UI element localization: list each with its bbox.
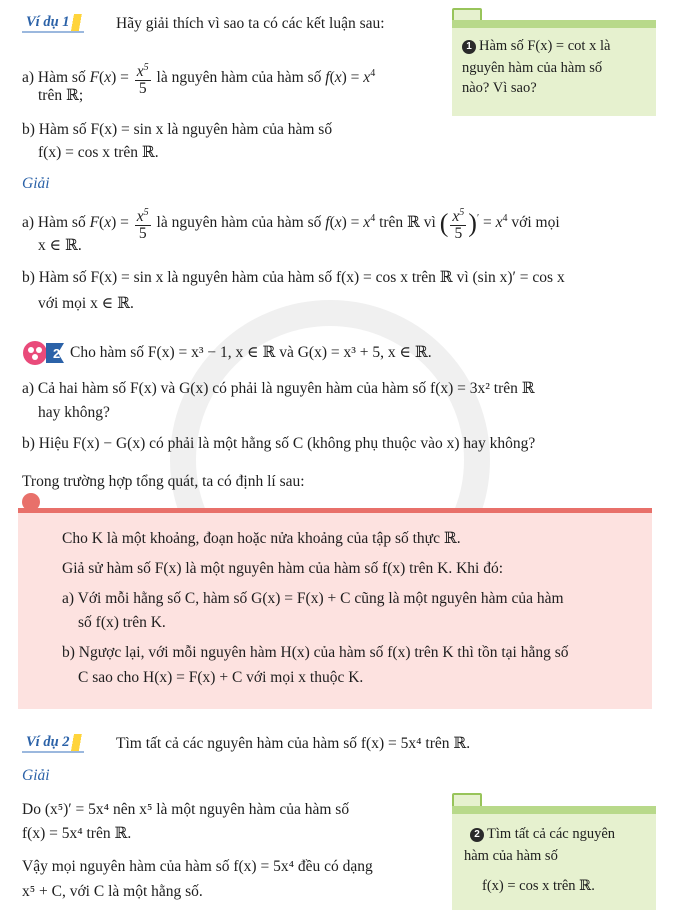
- side-question-1: [452, 20, 656, 116]
- example-1-part-b-line1: b) Hàm số F(x) = sin x là nguyên hàm của hàm số: [22, 121, 333, 138]
- formula-F: F: [89, 69, 100, 87]
- solution-b-line2: với mọi x ∈ ℝ.: [38, 295, 134, 312]
- fraction-derivative: $\frac{x^5}{5}$: [452, 207, 465, 243]
- sol-a-post: trên ℝ vì: [379, 214, 436, 232]
- activity-icon: [22, 340, 66, 366]
- text-a-mid: là nguyên hàm của hàm số: [156, 69, 322, 87]
- sol-a-end: với mọi: [511, 214, 560, 232]
- example-1-label: Ví dụ 1: [22, 14, 84, 33]
- text-a-pre: a) Hàm số: [22, 69, 86, 87]
- sol-a-mid: là nguyên hàm của hàm số: [156, 214, 322, 232]
- side-1-number: 1: [462, 40, 476, 54]
- activity-2-intro: Cho hàm số F(x) = x³ − 1, x ∈ ℝ và G(x) = x³ + 5, x ∈ ℝ.: [70, 344, 432, 361]
- theorem-a-line1: a) Với mỗi hằng số C, hàm số G(x) = F(x) + C cũng là một nguyên hàm của hàm: [62, 590, 564, 607]
- example-2-intro: Tìm tất cả các nguyên hàm của hàm số f(x) = 5x⁴ trên ℝ.: [116, 735, 471, 752]
- theorem-box: [18, 508, 652, 709]
- side-question-2: [452, 806, 656, 910]
- example-2-label: Ví dụ 2: [22, 734, 84, 753]
- theorem-b-line2: C sao cho H(x) = F(x) + C với mọi x thuộc K.: [78, 669, 364, 686]
- fraction-x5-over-5: $\frac{x^5}{5}$: [136, 62, 149, 98]
- side-2-number: 2: [470, 828, 484, 842]
- activity-2-a-line1: a) Cả hai hàm số F(x) và G(x) có phải là nguyên hàm của hàm số f(x) = 3x² trên ℝ: [22, 380, 535, 397]
- solution-b-line1: b) Hàm số F(x) = sin x là nguyên hàm của hàm số f(x) = cos x trên ℝ vì (sin x)′ = cos x: [22, 269, 565, 286]
- example-2-badge: [22, 734, 84, 753]
- theorem-b-line1: b) Ngược lại, với mỗi nguyên hàm H(x) của hàm số f(x) trên K thì tồn tại hằng số: [62, 644, 569, 661]
- example-2-line3: Vậy mọi nguyên hàm của hàm số f(x) = 5x⁴ đều có dạng: [22, 858, 373, 875]
- fraction-x5-over-5-sol: $\frac{x^5}{5}$: [136, 207, 149, 243]
- side-1-text1: Hàm số F(x) = cot x là: [479, 38, 611, 54]
- activity-2-b-line1: b) Hiệu F(x) − G(x) có phải là một hằng số C (không phụ thuộc vào x) hay không?: [22, 435, 536, 452]
- side-2-line3: f(x) = cos x trên ℝ.: [482, 878, 595, 894]
- example-1-badge: [22, 14, 84, 33]
- solution-a-line2: x ∈ ℝ.: [38, 237, 82, 254]
- example-1-part-a: a) Hàm số F(x) = $\frac{x^5}{5}$ là nguyên hàm của hàm số $f(x) = x^4$: [22, 62, 376, 98]
- theorem-a-line2: số f(x) trên K.: [78, 614, 166, 631]
- example-2-line1: Do (x⁵)′ = 5x⁴ nên x⁵ là một nguyên hàm của hàm số: [22, 801, 350, 818]
- sol-a-pre: a) Hàm số: [22, 214, 86, 232]
- theorem-icon: [22, 493, 40, 511]
- side-1-line1: [462, 36, 610, 56]
- example-2-line4: x⁵ + C, với C là một hằng số.: [22, 883, 203, 900]
- example-1-solution-heading: Giải: [22, 175, 50, 192]
- solution-a-line1: a) Hàm số F(x) = $\frac{x^5}{5}$ là nguyên hàm của hàm số $f(x) = x^4$ trên ℝ vì ( $\frac{x^5}{5}$ )$' = x^4$ với mọi: [22, 207, 560, 243]
- example-2-solution-heading: Giải: [22, 767, 50, 784]
- side-2-line1: [470, 824, 615, 844]
- side-1-line2: nguyên hàm của hàm số: [462, 60, 603, 76]
- activity-2-number: 2: [53, 346, 61, 361]
- example-1-part-a-line2: trên ℝ;: [38, 87, 84, 104]
- example-1-intro: Hãy giải thích vì sao ta có các kết luận sau:: [116, 15, 385, 32]
- example-2-line2: f(x) = 5x⁴ trên ℝ.: [22, 825, 132, 842]
- side-2-text1: Tìm tất cả các nguyên: [487, 826, 616, 842]
- theorem-line2: Giả sử hàm số F(x) là một nguyên hàm của hàm số f(x) trên K. Khi đó:: [62, 560, 504, 577]
- example-1-part-b-line2: f(x) = cos x trên ℝ.: [38, 144, 159, 161]
- activity-2-a-line2: hay không?: [38, 404, 110, 421]
- theorem-line1: Cho K là một khoảng, đoạn hoặc nửa khoảng của tập số thực ℝ.: [62, 530, 461, 547]
- side-1-line3: nào? Vì sao?: [462, 80, 537, 96]
- side-2-line2: hàm của hàm số: [464, 848, 558, 864]
- general-statement: Trong trường hợp tổng quát, ta có định lí sau:: [22, 473, 305, 490]
